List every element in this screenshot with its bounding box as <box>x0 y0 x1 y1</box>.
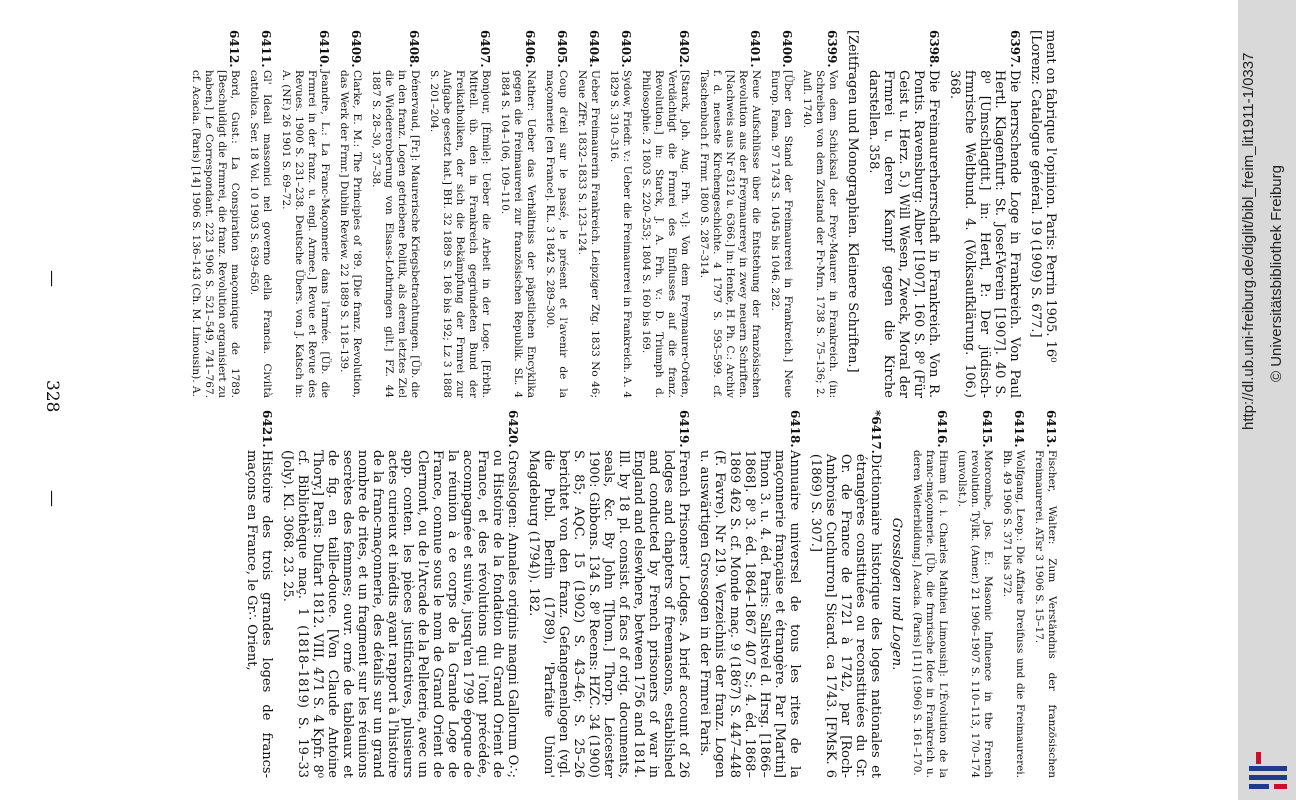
university-library-logo-icon[interactable] <box>1246 748 1290 792</box>
entry-text: Fischer, Walter: Zum Verständnis der französischen Freimaurerei. ATsr 3 1906 S. 15–17. <box>1033 450 1058 778</box>
entry-text: Von dem Schicksal der Frey-Maurer in Frankreich. (in: Schreiben von dem Zustand der Fr-Mrn. 1738 S. 75–136; 2. Aufl. 1740. <box>801 70 839 398</box>
bibliography-entry <box>639 30 691 398</box>
entry-number: 6405. <box>555 30 569 68</box>
page-header <box>22 0 62 800</box>
bibliography-entry <box>189 30 241 398</box>
header-dash-right: — <box>42 490 62 507</box>
entry-number: 6399. <box>825 30 839 68</box>
entry-text: Jeandre, L.: La Franc-Maçonnerie dans l'armée. [Üb. die Frmrei in der franz. u. engl. Armee.] Revue et Revue des Revues. 1900 S. 231–238. Deutsche Übers. von J. Katsch in: A. (NF.) 26 1901 S. 69–72. <box>280 70 331 398</box>
bibliography-entry <box>808 410 883 778</box>
copyright-notice: © Universitätsbibliothek Freiburg <box>1268 165 1285 382</box>
bibliography-entry <box>337 30 363 398</box>
entry-text: Grosslogen: Annales originis magni Gallorum O∴; ou Histoire de la fondation du Grand Orient de France, et des révolutions qui l'ont précédée, accompagnée et suivie, jusqu'en 1799 époque de la réunion à ce corps de la Grande Loge de France, connue sous le nom de Grand Orient de Clermont, ou de l'Arcade de la Pelleterie, avec un app. conten. les pièces justificatives, plusieurs actes curieux et inédits ayant rapport à l'histoire de la franc-maçonnerie, des détails sur un grand nombre de rites, et un fragment sur les réunions secrètes des femmes; ouvr. orné de tableaux et de fig. en taille-douce. [Von Claude Antoine Thory.] Paris: Dufart 1812. VIII, 471 S. 4 Kpfr. 8⁰ cf. Bibliothèque maç. 1 (1818–1819) S. 19–33 (Joly). Kl. 3068. 23. 25. <box>280 450 520 778</box>
bibliography-entry <box>247 30 273 398</box>
bibliography-entry <box>800 30 839 398</box>
source-url-link[interactable]: http://dl.ub.uni-freiburg.de/diglit/bibl_freim_lit1911-1/0337 <box>1240 52 1257 430</box>
entry-number: 6420. <box>506 410 520 448</box>
bibliography-entry <box>866 30 941 398</box>
entry-text: Annuaire universel de tous les rites de la maçonnerie française et étrangère. Par [Martin] Pinon 3. u. 4. éd. Paris: Sallstvel d. Hrsg. [1866–1868]. 8⁰ 3. éd. 1864–1867 407 S.; 4. éd. 1868–1869 462 S. cf. Monde maç. 9 (1867) S. 447–448 (F. Favre). Nr 219. Verzeichnis der franz. Logen u. auswärtigen Grossogen in der Frmrei Paris. <box>697 450 802 778</box>
entry-text: Hiram [d. i. Charles Mathieu Limousin]: L'Évolution de la franc-maçonnerie. [Üb. die frmrische Idee in Frankreich u. deren Weiterbildung.] Acacia. (Paris) [11] (1906) S. 161–170. <box>911 450 949 778</box>
bibliography-entry <box>543 30 569 398</box>
entry-text: [Über den Stand der Freimaurerei in Frankreich.] Neue Europ. Fama. 97 1743 S. 1045 bis 1046. 282. <box>769 70 794 398</box>
entry-text: Bord, Gust.: La Conspiration maçonnique de 1789. [Beschuldigt die Frmrei, die franz. Revolution organisiert zu haben.] Le Correspondant. 223 1906 S. 521–549, 741–767. cf. Acacia. (Paris) [14] 1906 S. 136–143 (Ch. M. Limousin). A. <box>190 70 241 398</box>
entry-number: 6412. <box>227 30 241 68</box>
entry-number: 6403. <box>619 30 633 68</box>
sidebar <box>1238 0 1296 800</box>
entry-number: 6401. <box>748 30 762 68</box>
entry-text: [Starck, Joh. Aug. Frh. v.]: Von dem Freymaurer-Orden, Verdächtigt die Frmrei des Einflusses auf die franz. Revolution.] in: Starck, J. A. Frh. v.: D. Triumph d. Philosophie. 2 1803 S. 220–253; 1804 S. 160 bis 169. <box>640 70 691 398</box>
entry-number: 6418. <box>788 410 802 448</box>
section-heading: [Zeitfragen und Monographien. Kleinere Schriften.] <box>845 30 860 373</box>
entry-text: Dénervaud, [Fr.]: Maurerische Kriegsbetrachtungen. [Üb. die in den franz. Logen getriebene Politik, als deren letztes Ziel die Wiedereroberung von Elsass-Lothringen gilt.] FZ. 44 1887 S. 28–30, 37–38. <box>370 70 421 398</box>
bibliography-entry <box>244 410 274 778</box>
entry-number: 6407. <box>478 30 492 68</box>
bibliography-entry <box>697 30 762 398</box>
entry-number: 6402. <box>677 30 691 68</box>
entry-text: French Prisoners' Lodges. A brief account of 26 lodges and chapters of freemasons, established and conducted by French prisoners of war in England and elsewhere, between 1756 and 1814. Ill. by 18 pl. consist. of facs of orig. documents, seals, &c. By John T[hom.] Thorp. Leicester 1900: Gibbons. 134 S. 8⁰ Recens: HZC. 34 (1900) S. 85; AQC. 15 (1902) S. 43–46; S. 25–26 berichtet von den franz. Gefangenenlogen (vgl. die Publ. Berlin (1789), 'Parfaite Union' Magdeburg (1794)). 182. <box>526 450 691 778</box>
entry-text: Morcombe, Jos. E.: Masonic Influence in the French revolution. Tylkt. (Amer.) 21 1906–1907 S. 110–113, 170–174 (unvollst.). <box>956 450 994 778</box>
entry-text: Die Freimaurerherrschaft in Frankreich. Von R. Pontis. Ravensburg: Alber [1907]. 160 S. 8⁰ (Für Geist u. Herz. 5.) Will Wesen, Zweck, Moral der Frmrei u. deren Kampf gegen die Kirche darstellen. 358. <box>866 70 941 398</box>
logo-red-mark-icon <box>1256 752 1261 764</box>
bibliography-entry <box>1032 410 1058 778</box>
entry-number: 6404. <box>587 30 601 68</box>
entry-number: 6413. <box>1044 410 1058 448</box>
bibliography-entry <box>955 410 994 778</box>
bibliography-entry <box>427 30 492 398</box>
entry-text: Bonjour, [Émile]: Ueber die Arbeit in der Loge. [Erbth. Mittell. üb. den in Frankreich gegründeten Bund der Freikatholiken, der sich die Bekämpfung der Frmrei zur Aufgabe gesetzt hat.] BH. 32 1889 S. 186 bis 192; Lz 3 1888 S. 201–204. <box>428 70 492 398</box>
entry-number: 6397. <box>1008 30 1022 68</box>
bibliography-entry <box>768 30 794 398</box>
bibliography-entry <box>279 30 331 398</box>
bibliography-entry <box>280 410 520 778</box>
entry-number: 6398. <box>927 30 941 68</box>
left-column <box>183 30 1058 398</box>
entry-number: 6408. <box>407 30 421 68</box>
entry-text: Clarke, E. M.: The Principles of '89. [Die franz. Revolution, das Werk der Frmr.] Dublin Review. 22 1889 S. 118–139. <box>338 70 363 398</box>
entry-text: Histoire des trois grandes loges de francs-maçons en France, le Gr∴ Orient, <box>244 450 274 778</box>
bibliography-entry <box>526 410 691 778</box>
entry-text: Gl' Ideali massonici nel governo della Francia. Civiltà cattolica. Ser. 18 Vol. 10 1903 S. 639–650. <box>248 70 273 398</box>
entry-number: 6416. <box>935 410 949 448</box>
entry-number: 6415. <box>980 410 994 448</box>
section-heading: Grosslogen und Logen. <box>889 517 904 671</box>
entry-text: Wolfgang, Leop.: Die Affaire Dreifuss und die Freimaurerei. Bh. 49 1906 S. 371 bis 372. <box>1001 450 1026 778</box>
logo-bar-icon <box>1249 784 1269 789</box>
logo-bar-icon <box>1249 775 1287 780</box>
entry-number: 6400. <box>780 30 794 68</box>
bibliography-entry <box>498 30 537 398</box>
entry-number: 6406. <box>523 30 537 68</box>
entry-number: 6421. <box>260 410 274 448</box>
entry-text: Neue Aufschlüsse über die Entstehung der französischen Revolution aus der Freymaurerey in zwey neuern Schriften. [Nachweis aus Nr 6312 u. 6366.] in: Henke, H. Ph. C.: Archiv f. d. neueste Kirchengeschichte. 4 1797 S. 593–599. cf. Taschenbuch f. Frmr. 1800 S. 287–314. <box>698 70 762 398</box>
header-dash-left: — <box>42 270 62 287</box>
entry-continuation: ment on fabrique l'opinion. Paris: Perrin 1905. 16⁰ [Lorenz: Catalogue général. 19 (1909) S. 677.] <box>1028 30 1058 363</box>
right-column <box>238 410 1058 778</box>
entry-text: Die herrschende Loge in Frankreich. Von Paul Hertl. Klagenfurt: St. Josef-Verein [1907]. 40 S. 8⁰ [Umschlagtit.] in: Hertl, P.: Der jüdisch-frmrische Weltbund. 4. (Volksaufklärung. 106.) 368. <box>947 70 1022 398</box>
entry-text: Dictionnaire historique des loges nationales et étrangères constituées ou reconstituées du Gr. Or. de France de 1721 à 1742, par [Roch-Ambroise Cuchurron] Sicard. ca 1743. [FMsK. 6 (1869) S. 307.] <box>808 453 883 778</box>
entry-number: 6411. <box>259 30 273 68</box>
bibliography-entry <box>575 30 601 398</box>
entry-text: Coup d'œil sur le passé, le présent et l'avenir de la maçonnerie [en France]. RL. 3 1842 S. 289–300. <box>544 70 569 398</box>
entry-number: 6410. <box>317 30 331 68</box>
logo-red-mark-icon <box>1274 784 1287 789</box>
entry-number: 6419. <box>677 410 691 448</box>
bibliography-entry <box>1000 410 1026 778</box>
bibliography-entry <box>910 410 949 778</box>
entry-text: Sydow, Friedr. v.: Ueber die Freimaurerei in Frankreich. A. 4 1829 S. 310–316. <box>608 70 633 398</box>
entry-text: Nather: Ueber das Verhältniss der päpstlichen Encyklika gegen die Freimaurerei zur französischen Republik. SL. 4 1884 S. 104–106, 109–110. <box>499 70 537 398</box>
page-number: 328 <box>42 380 62 413</box>
logo-bar-icon <box>1249 766 1287 771</box>
bibliography-entry <box>607 30 633 398</box>
entry-number: 6409. <box>349 30 363 68</box>
entry-number: *6417. <box>869 410 883 454</box>
bibliography-entry <box>697 410 802 778</box>
entry-number: 6414. <box>1012 410 1026 448</box>
bibliography-entry <box>369 30 421 398</box>
entry-text: Ueber Freimaurerin Frankreich. Leipziger Ztg. 1833 No 46; Neue ZfFr. 1832–1833 S. 123–124. <box>576 70 601 398</box>
bibliography-entry <box>947 30 1022 398</box>
